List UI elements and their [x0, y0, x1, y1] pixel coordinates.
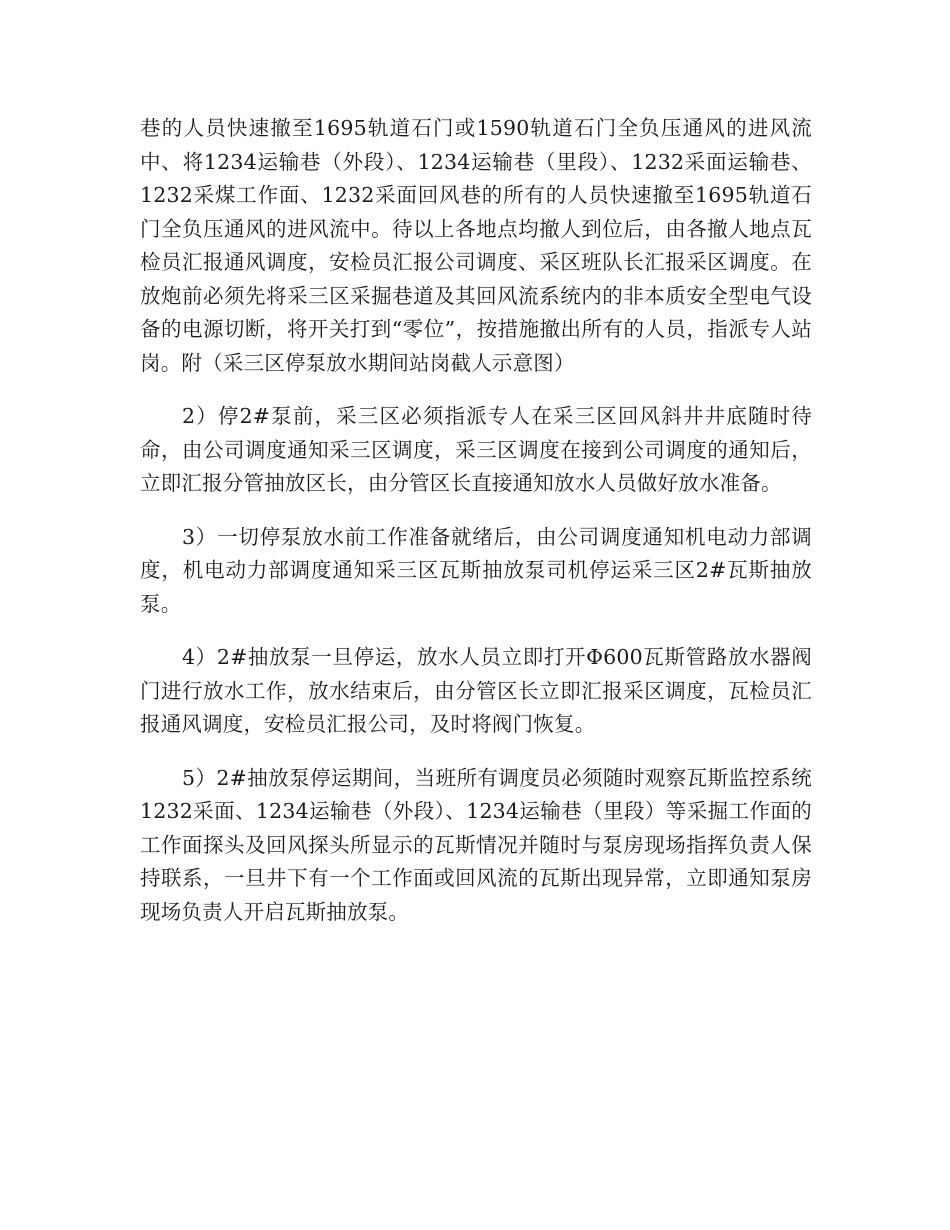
paragraph-item-4: 4）2#抽放泵一旦停运，放水人员立即打开Φ600瓦斯管路放水器阀门进行放水工作，放水结束后，由分管区长立即汇报采区调度，瓦检员汇报通风调度，安检员汇报公司，及时将阀门恢复。	[140, 645, 812, 736]
paragraph-item-3: 3）一切停泵放水前工作准备就绪后，由公司调度通知机电动力部调度，机电动力部调度通知采三区瓦斯抽放泵司机停运采三区2#瓦斯抽放泵。	[140, 524, 812, 616]
paragraph-item-2: 2）停2#泵前，采三区必须指派专人在采三区回风斜井井底随时待命，由公司调度通知采三区调度，采三区调度在接到公司调度的通知后，立即汇报分管抽放区长，由分管区长直接通知放水人员做好放水准备。	[140, 404, 812, 495]
document-body	[140, 112, 812, 949]
paragraph-continuation: 巷的人员快速撤至1695轨道石门或1590轨道石门全负压通风的进风流中、将1234运输巷（外段）、1234运输巷（里段）、1232采面运输巷、1232采煤工作面、1232采面回风巷的所有的人员快速撤至1695轨道石门全负压通风的进风流中。待以上各地点均撤人到位后，由各撤人地点瓦检员汇报通风调度，安检员汇报公司调度、采区班队长汇报采区调度。在放炮前必须先将采三区采掘巷道及其回风流系统内的非本质安全型电气设备的电源切断，将开关打到“零位”，按措施撤出所有的人员，指派专人站岗。附（采三区停泵放水期间站岗截人示意图）	[140, 116, 812, 375]
paragraph-item-5: 5）2#抽放泵停运期间，当班所有调度员必须随时观察瓦斯监控系统1232采面、1234运输巷（外段）、1234运输巷（里段）等采掘工作面的工作面探头及回风探头所显示的瓦斯情况并随时与泵房现场指挥负责人保持联系，一旦井下有一个工作面或回风流的瓦斯出现异常，立即通知泵房现场负责人开启瓦斯抽放泵。	[140, 765, 812, 924]
